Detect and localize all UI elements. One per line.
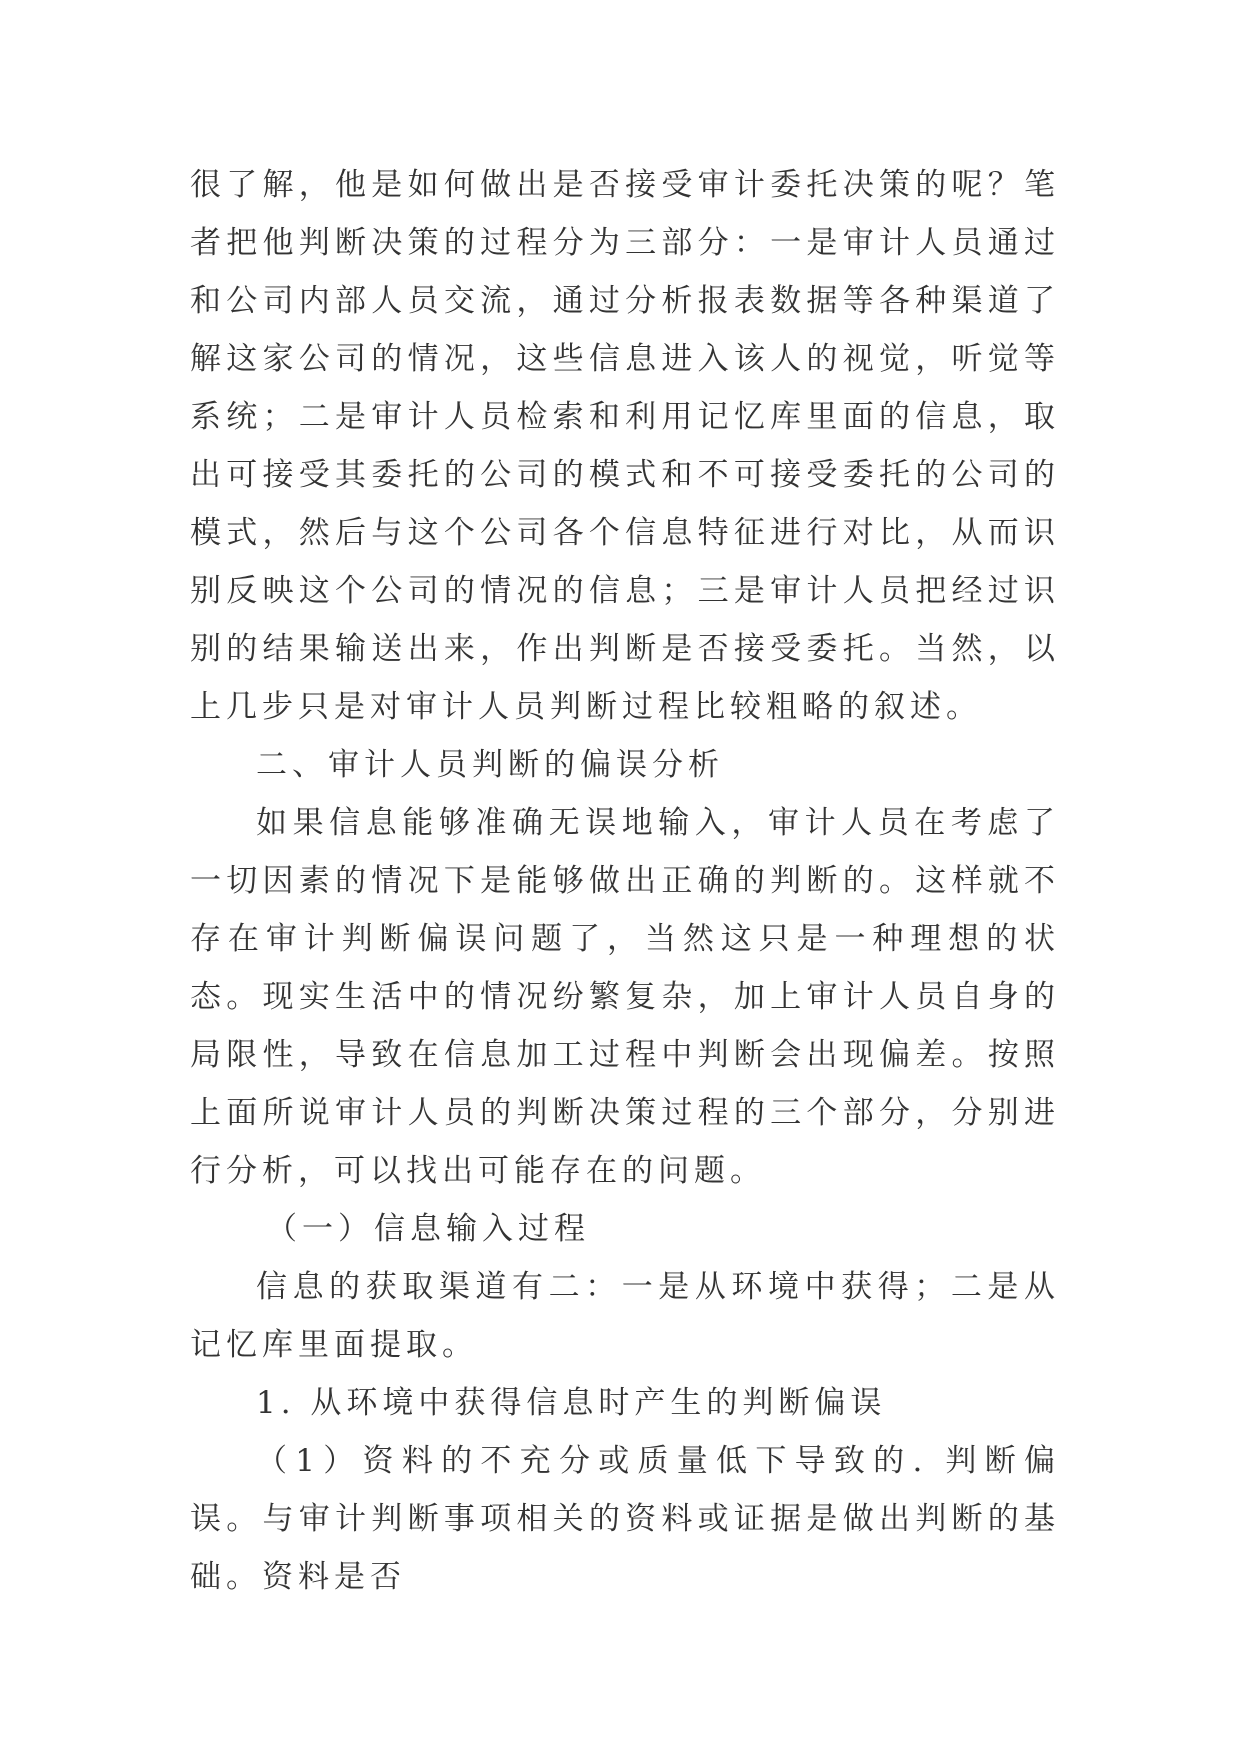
paragraph-continuation: 很了解，他是如何做出是否接受审计委托决策的呢？笔者把他判断决策的过程分为三部分：一是审计人员通过和公司内部人员交流，通过分析报表数据等各种渠道了解这家公司的情况，这些信息进入该人的视觉，听觉等系统；二是审计人员检索和利用记忆库里面的信息，取出可接受其委托的公司的模式和不可接受委托的公司的模式，然后与这个公司各个信息特征进行对比，从而识别反映这个公司的情况的信息；三是审计人员把经过识别的结果输送出来，作出判断是否接受委托。当然，以上几步只是对审计人员判断过程比较粗略的叙述。 (190, 167, 1060, 725)
document-body (190, 156, 1060, 1606)
list-item-heading: 1. 从环境中获得信息时产生的判断偏误 (256, 1385, 887, 1421)
subsection-heading: （一）信息输入过程 (266, 1211, 590, 1247)
paragraph-body: （1）资料的不充分或质量低下导致的. 判断偏误。与审计判断事项相关的资料或证据是做出判断的基础。资料是否 (190, 1443, 1060, 1595)
paragraph-body: 信息的获取渠道有二：一是从环境中获得；二是从记忆库里面提取。 (190, 1269, 1060, 1363)
section-heading: 二、审计人员判断的偏误分析 (256, 747, 724, 783)
paragraph-body: 如果信息能够准确无误地输入，审计人员在考虑了一切因素的情况下是能够做出正确的判断的。这样就不存在审计判断偏误问题了，当然这只是一种理想的状态。现实生活中的情况纷繁复杂，加上审计人员自身的局限性，导致在信息加工过程中判断会出现偏差。按照上面所说审计人员的判断决策过程的三个部分，分别进行分析，可以找出可能存在的问题。 (190, 805, 1060, 1189)
